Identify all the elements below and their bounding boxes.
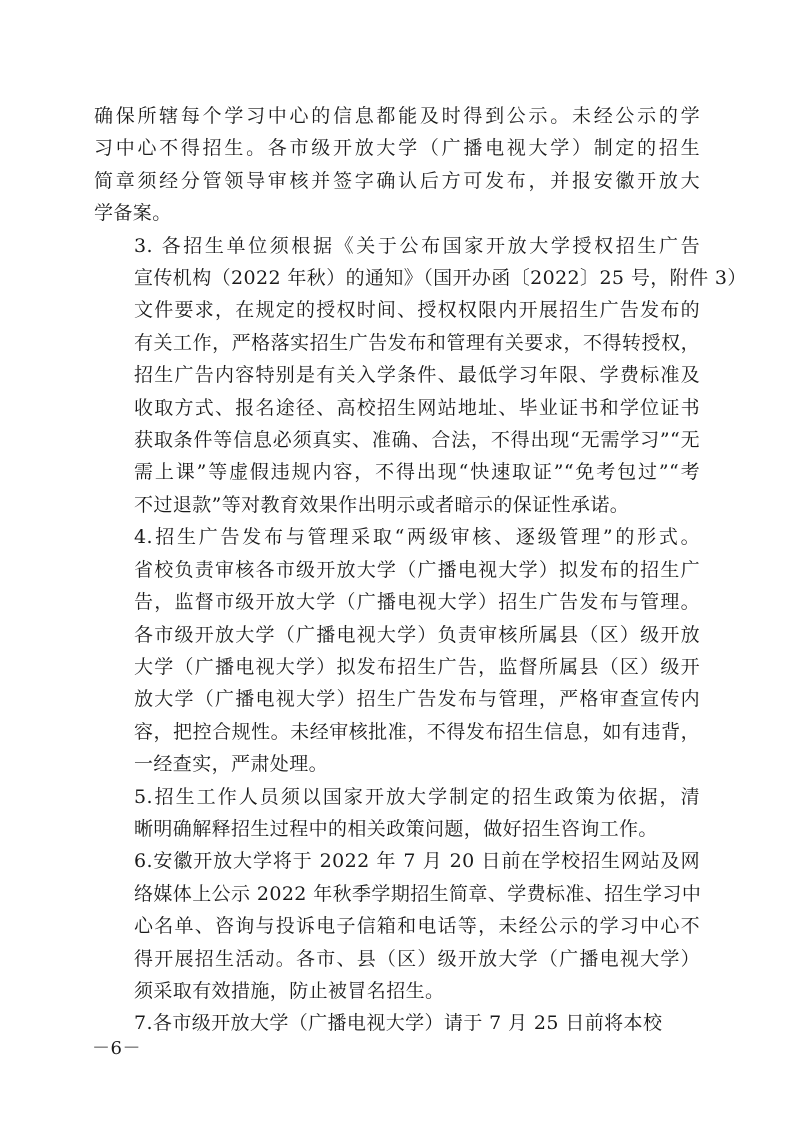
text-line: 7.各市级开放大学（广播电视大学）请于 7 月 25 日前将本校 [134,1012,663,1035]
paragraph [94,521,700,780]
text-line: 告，监督市级开放大学（广播电视大学）招生广告发布与管理。 [134,591,700,614]
text-line: 各市级开放大学（广播电视大学）负责审核所属县（区）级开放 [134,623,700,646]
text-line: 简章须经分管领导审核并签字确认后方可发布，并报安徽开放大 [94,169,700,192]
text-line: 4.招生广告发布与管理采取“两级审核、逐级管理”的形式。 [134,526,700,549]
document-body [94,100,747,1040]
text-line: 习中心不得招生。各市级开放大学（广播电视大学）制定的招生 [94,137,700,160]
text-line: 放大学（广播电视大学）招生广告发布与管理，严格审查宣传内 [134,688,700,711]
paragraph [94,781,700,846]
text-line: 须采取有效措施，防止被冒名招生。 [134,979,445,1002]
paragraph [94,230,747,522]
text-line: 省校负责审核各市级开放大学（广播电视大学）拟发布的招生广 [134,558,700,581]
text-line: 招生广告内容特别是有关入学条件、最低学习年限、学费标准及 [134,364,700,387]
text-line: 文件要求，在规定的授权时间、授权权限内开展招生广告发布的 [134,299,700,322]
text-line: 络媒体上公示 2022 年秋季学期招生简章、学费标准、招生学习中 [134,882,702,905]
text-line: 6.安徽开放大学将于 2022 年 7 月 20 日前在学校招生网站及网 [134,850,700,873]
text-line: 确保所辖每个学习中心的信息都能及时得到公示。未经公示的学 [94,105,700,127]
text-line: 收取方式、报名途径、高校招生网站地址、毕业证书和学位证书 [134,396,700,419]
text-line: 学备案。 [94,202,172,225]
page-number: －6－ [92,1038,141,1059]
text-line: 有关工作，严格落实招生广告发布和管理有关要求，不得转授权， [134,331,700,354]
text-line: 容，把控合规性。未经审核批准，不得发布招生信息，如有违背， [134,720,700,743]
text-line: 心名单、咨询与投诉电子信箱和电话等，未经公示的学习中心不 [134,915,700,938]
text-line: 得开展招生活动。各市、县（区）级开放大学（广播电视大学） [134,947,700,970]
text-line: 不过退款”等对教育效果作出明示或者暗示的保证性承诺。 [134,493,630,516]
text-line: 5.招生工作人员须以国家开放大学制定的招生政策为依据，清 [134,785,700,808]
text-line: 宣传机构（2022 年秋）的通知》（国开办函〔2022〕25 号，附件 3） [134,267,747,290]
text-line: 晰明确解释招生过程中的相关政策问题，做好招生咨询工作。 [134,817,658,840]
text-line: 需上课”等虚假违规内容，不得出现“快速取证”“免考包过”“考 [134,461,700,484]
text-line: 3. 各招生单位须根据《关于公布国家开放大学授权招生广告 [134,234,700,257]
paragraph [94,845,700,1007]
text-line: 大学（广播电视大学）拟发布招生广告，监督所属县（区）级开 [134,655,700,678]
text-line: 一经查实，严肃处理。 [134,753,329,776]
text-line: 获取条件等信息必须真实、准确、合法，不得出现“无需学习”“无 [134,429,700,452]
paragraph [94,100,700,230]
paragraph [94,1007,700,1039]
